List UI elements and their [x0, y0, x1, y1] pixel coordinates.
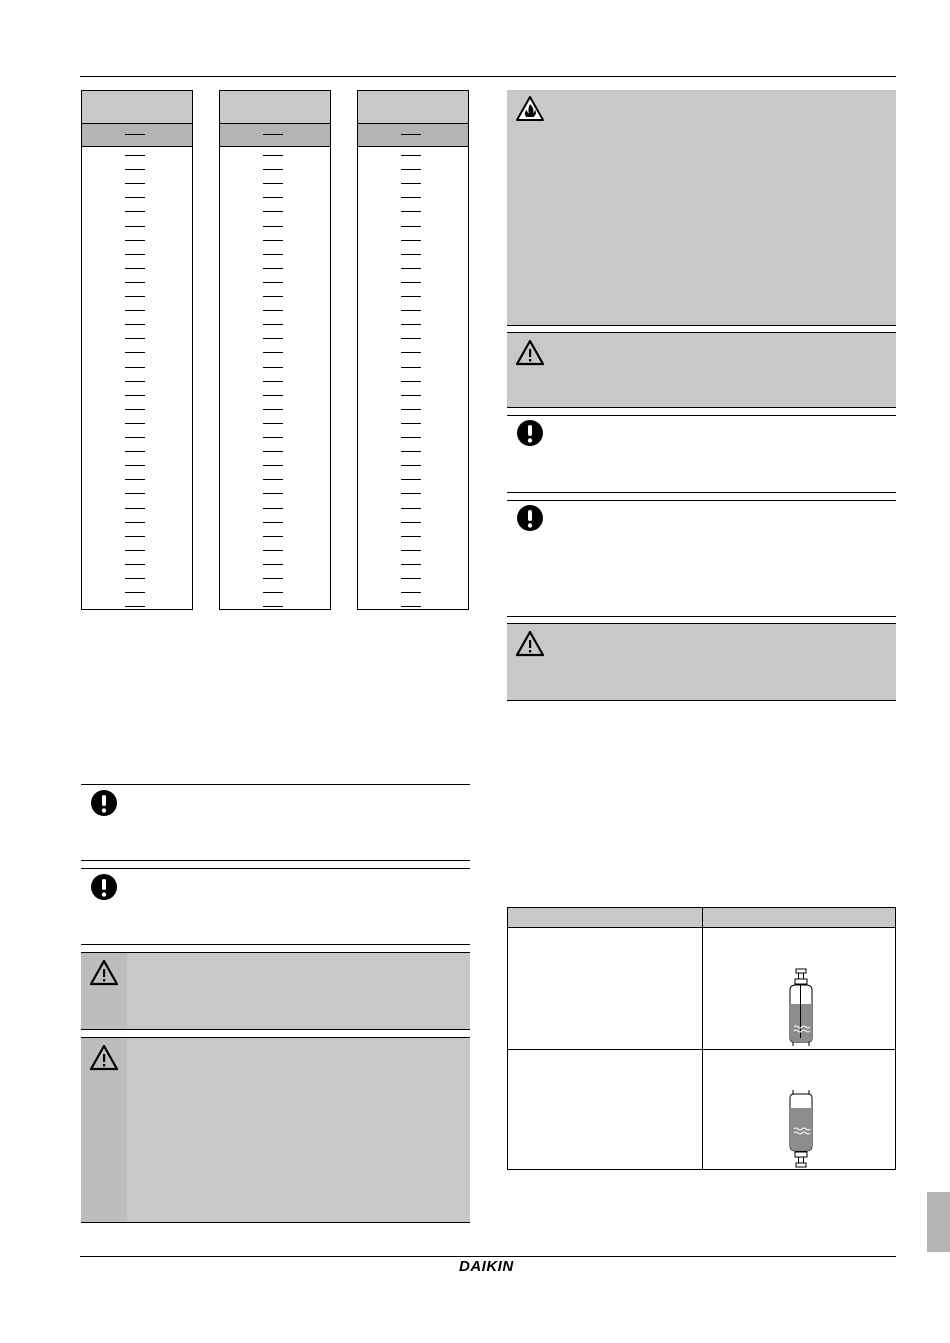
- conversion-table-3: [357, 90, 469, 610]
- table-cell-dash: [263, 536, 283, 537]
- daikin-logo: DAIKIN: [459, 1258, 514, 1275]
- table-cell-dash: [125, 536, 145, 537]
- table-cell-dash: [263, 409, 283, 410]
- table-header-col-2: [702, 908, 895, 928]
- table-cell-dash: [401, 240, 421, 241]
- table-cell-dash: [263, 183, 283, 184]
- caution-box-4: [507, 623, 896, 701]
- table-cell-dash: [263, 226, 283, 227]
- table-cell-dash: [125, 508, 145, 509]
- table-cell-dash: [125, 282, 145, 283]
- table-cell-dash: [401, 550, 421, 551]
- caution-box-1: [81, 952, 470, 1030]
- table-cell-dash: [125, 451, 145, 452]
- table-cell-dash: [125, 493, 145, 494]
- table-cell-dash: [125, 592, 145, 593]
- table-cell-dash: [125, 423, 145, 424]
- table-cell-dash: [263, 296, 283, 297]
- table-cell-dash: [125, 268, 145, 269]
- table-cell-dash: [401, 226, 421, 227]
- table-cell-dash: [125, 226, 145, 227]
- notice-box-1: [81, 784, 470, 861]
- table-cell-dash: [401, 479, 421, 480]
- warning-triangle-icon: [515, 338, 545, 368]
- chapter-side-tab: [927, 1192, 950, 1252]
- exclamation-circle-icon: [515, 418, 545, 448]
- table-cell-dash: [125, 240, 145, 241]
- exclamation-circle-icon: [515, 503, 545, 533]
- table-cell-dash: [401, 522, 421, 523]
- flammable-warning-box: [507, 90, 896, 326]
- table-cell-dash: [263, 324, 283, 325]
- table-cell-dash: [401, 409, 421, 410]
- table-cell-dash: [263, 465, 283, 466]
- table-cell-dash: [125, 381, 145, 382]
- table-cell-dash: [401, 592, 421, 593]
- table-header: [82, 91, 192, 123]
- table-subheader: [358, 123, 468, 147]
- table-cell-dash: [401, 338, 421, 339]
- table-cell-dash: [125, 324, 145, 325]
- table-cell-dash: [401, 183, 421, 184]
- table-cell-dash: [401, 423, 421, 424]
- caution-box-3: [507, 332, 896, 408]
- table-header: [220, 91, 330, 123]
- table-cell-dash: [401, 508, 421, 509]
- table-cell-dash: [401, 324, 421, 325]
- table-cell-dash: [125, 437, 145, 438]
- conversion-table-1: [81, 90, 193, 610]
- table-cell-dash: [125, 338, 145, 339]
- exclamation-circle-icon: [89, 788, 119, 818]
- table-cell-dash: [263, 367, 283, 368]
- table-cell-dash: [125, 367, 145, 368]
- table-cell-dash: [263, 352, 283, 353]
- table-cell-dash: [125, 479, 145, 480]
- table-cell-dash: [125, 183, 145, 184]
- table-cell-dash: [125, 409, 145, 410]
- table-cell-dash: [125, 578, 145, 579]
- table-cell-dash: [263, 155, 283, 156]
- table-cell-dash: [125, 395, 145, 396]
- table-cell-dash: [401, 606, 421, 607]
- table-cell-dash: [263, 451, 283, 452]
- table-cell-dash: [263, 437, 283, 438]
- exclamation-circle-icon: [89, 872, 119, 902]
- table-cell-dash: [401, 268, 421, 269]
- notice-box-3: [507, 415, 896, 493]
- table-cell-dash: [401, 493, 421, 494]
- notice-box-2: [81, 868, 470, 945]
- header-rule: [80, 76, 896, 77]
- warning-triangle-icon: [89, 958, 119, 988]
- refrigerant-cylinder-upright-icon: [776, 968, 826, 1048]
- table-cell-dash: [263, 310, 283, 311]
- table-cell-dash: [263, 423, 283, 424]
- table-cell-dash: [401, 211, 421, 212]
- table-cell-dash: [401, 381, 421, 382]
- table-cell-dash: [125, 564, 145, 565]
- table-cell-dash: [263, 479, 283, 480]
- table-cell-dash: [125, 310, 145, 311]
- table-cell-dash: [263, 578, 283, 579]
- table-cell-dash: [401, 155, 421, 156]
- conversion-table-2: [219, 90, 331, 610]
- warning-triangle-icon: [515, 629, 545, 659]
- table-cell-dash: [401, 465, 421, 466]
- table-header-col-1: [508, 908, 702, 928]
- table-cell-dash: [125, 169, 145, 170]
- table-header: [358, 91, 468, 123]
- table-cell-dash: [263, 338, 283, 339]
- table-cell-dash: [125, 296, 145, 297]
- table-cell-dash: [401, 296, 421, 297]
- table-cell-dash: [401, 578, 421, 579]
- table-subheader: [220, 123, 330, 147]
- table-cell-dash: [401, 254, 421, 255]
- table-cell-dash: [401, 169, 421, 170]
- table-cell-dash: [401, 310, 421, 311]
- table-cell-dash: [263, 240, 283, 241]
- table-cell-dash: [263, 522, 283, 523]
- table-cell-dash: [263, 381, 283, 382]
- table-cell-dash: [401, 197, 421, 198]
- table-cell-dash: [263, 268, 283, 269]
- table-cell-dash: [263, 254, 283, 255]
- notice-box-4: [507, 500, 896, 617]
- table-cell-dash: [401, 282, 421, 283]
- table-cell-dash: [263, 197, 283, 198]
- table-cell-dash: [125, 550, 145, 551]
- table-cell-dash: [263, 493, 283, 494]
- table-cell-dash: [401, 367, 421, 368]
- table-cell-dash: [401, 536, 421, 537]
- table-cell-dash: [401, 437, 421, 438]
- table-cell-dash: [263, 564, 283, 565]
- table-cell-dash: [125, 522, 145, 523]
- warning-triangle-icon: [89, 1043, 119, 1073]
- table-cell-dash: [125, 254, 145, 255]
- table-cell-dash: [401, 564, 421, 565]
- table-cell-dash: [263, 395, 283, 396]
- table-cell-dash: [125, 352, 145, 353]
- table-cell-dash: [125, 465, 145, 466]
- table-cell-dash: [263, 606, 283, 607]
- table-cell-dash: [263, 211, 283, 212]
- table-cell-dash: [263, 169, 283, 170]
- cylinder-type-table: [507, 907, 896, 1170]
- table-cell-dash: [401, 395, 421, 396]
- table-cell-dash: [263, 592, 283, 593]
- table-cell-dash: [125, 155, 145, 156]
- table-cell-dash: [125, 197, 145, 198]
- footer-rule: [80, 1256, 896, 1257]
- table-subheader: [82, 123, 192, 147]
- table-cell-dash: [125, 606, 145, 607]
- table-cell-dash: [401, 451, 421, 452]
- table-cell-dash: [263, 508, 283, 509]
- table-cell-dash: [125, 211, 145, 212]
- flammable-warning-icon: [515, 94, 545, 124]
- table-cell-dash: [401, 352, 421, 353]
- table-cell-dash: [263, 282, 283, 283]
- refrigerant-cylinder-inverted-icon: [776, 1088, 826, 1168]
- table-cell-dash: [263, 550, 283, 551]
- caution-box-2: [81, 1037, 470, 1223]
